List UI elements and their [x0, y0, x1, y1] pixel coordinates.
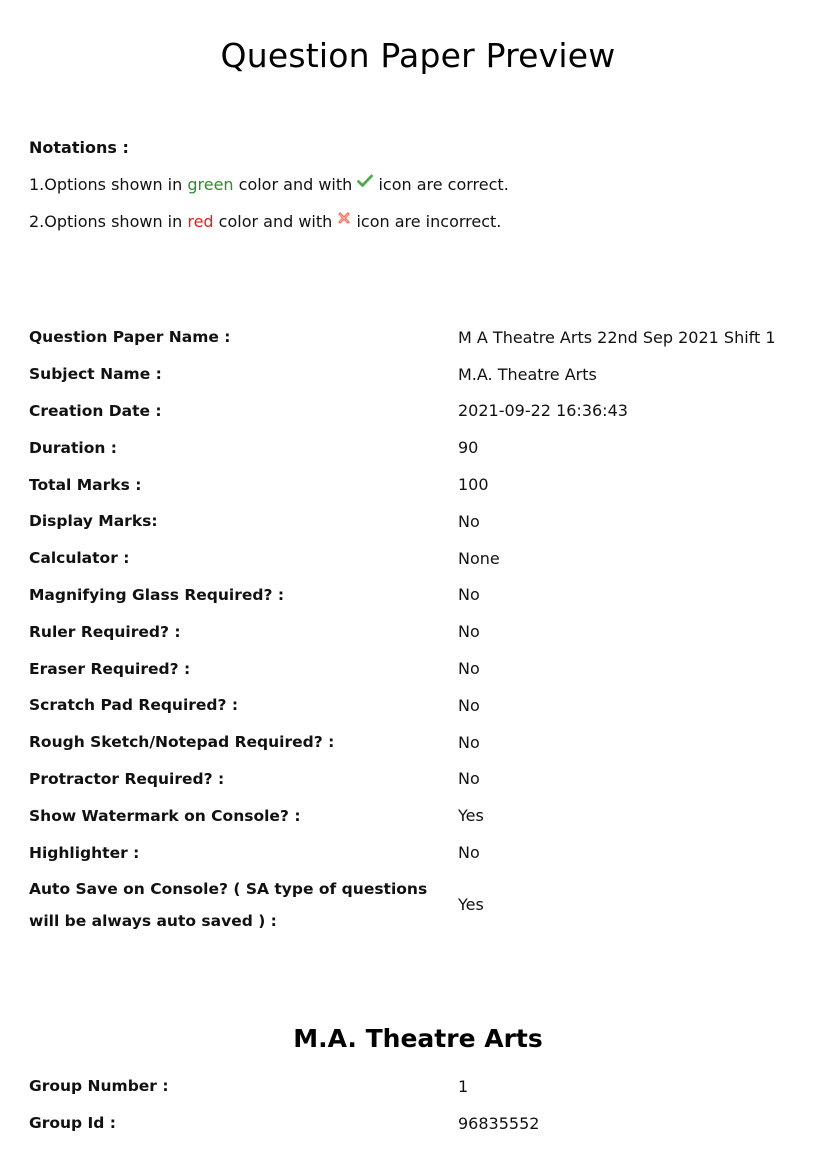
detail-row-ruler — [29, 613, 809, 650]
detail-row-watermark — [29, 797, 809, 834]
detail-row-auto-save — [29, 873, 809, 937]
detail-row-rough-sketch — [29, 724, 809, 761]
detail-label: Calculator : — [29, 549, 130, 568]
detail-row-subject-name — [29, 356, 809, 393]
group-label: Group Number : — [29, 1077, 169, 1096]
notation-text: color and with — [233, 175, 358, 194]
detail-label: Subject Name : — [29, 365, 162, 384]
detail-label: Show Watermark on Console? : — [29, 806, 301, 825]
group-label: Group Id : — [29, 1114, 116, 1133]
detail-label: Protractor Required? : — [29, 769, 225, 788]
detail-label: Duration : — [29, 438, 118, 457]
notation-text: color and with — [213, 212, 338, 231]
notations-heading: Notations : — [29, 138, 129, 157]
detail-label: Highlighter : — [29, 843, 140, 862]
color-word-green: green — [187, 175, 234, 194]
detail-value: No — [458, 659, 480, 679]
cross-icon — [337, 208, 351, 232]
check-icon — [357, 171, 373, 195]
notation-incorrect — [29, 210, 509, 247]
detail-row-highlighter — [29, 834, 809, 871]
detail-row-protractor — [29, 761, 809, 798]
detail-value: Yes — [458, 806, 484, 826]
color-word-red: red — [187, 212, 214, 231]
detail-value: None — [458, 548, 500, 568]
paper-details-table — [29, 319, 809, 937]
notation-text: 1.Options shown in — [29, 175, 188, 194]
group-details-table — [29, 1068, 809, 1142]
detail-row-scratch-pad — [29, 687, 809, 724]
detail-label: Total Marks : — [29, 475, 142, 494]
detail-value: No — [458, 622, 480, 642]
detail-row-magnifying-glass — [29, 577, 809, 614]
detail-row-display-marks — [29, 503, 809, 540]
detail-row-total-marks — [29, 466, 809, 503]
detail-label: Rough Sketch/Notepad Required? : — [29, 733, 335, 752]
detail-row-creation-date — [29, 393, 809, 430]
detail-label: Scratch Pad Required? : — [29, 696, 239, 715]
detail-label: Question Paper Name : — [29, 328, 231, 347]
detail-value: 2021-09-22 16:36:43 — [458, 401, 628, 421]
detail-label: Creation Date : — [29, 401, 162, 420]
notation-text: 2.Options shown in — [29, 212, 188, 231]
detail-value: Yes — [458, 895, 484, 915]
detail-value: 90 — [458, 438, 479, 458]
detail-value: 100 — [458, 475, 489, 495]
detail-label: Display Marks: — [29, 512, 158, 531]
detail-value: No — [458, 695, 480, 715]
detail-row-calculator — [29, 540, 809, 577]
notation-correct — [29, 173, 509, 210]
detail-label: Magnifying Glass Required? : — [29, 585, 285, 604]
page-title: Question Paper Preview — [220, 36, 616, 75]
group-row-number — [29, 1068, 809, 1105]
notations-block — [29, 136, 509, 247]
detail-value: M.A. Theatre Arts — [458, 364, 597, 384]
detail-row-paper-name — [29, 319, 809, 356]
detail-value: No — [458, 769, 480, 789]
detail-label: Eraser Required? : — [29, 659, 191, 678]
detail-value: No — [458, 511, 480, 531]
section-title: M.A. Theatre Arts — [293, 1024, 543, 1053]
group-row-id — [29, 1105, 809, 1142]
detail-label: Auto Save on Console? ( SA type of questions will be always auto saved ) : — [29, 879, 428, 930]
detail-value: No — [458, 585, 480, 605]
detail-row-eraser — [29, 650, 809, 687]
detail-row-duration — [29, 429, 809, 466]
detail-value: No — [458, 843, 480, 863]
notation-text: icon are correct. — [373, 175, 509, 194]
group-value: 96835552 — [458, 1113, 540, 1133]
detail-value: M A Theatre Arts 22nd Sep 2021 Shift 1 — [458, 327, 776, 347]
notation-text: icon are incorrect. — [351, 212, 502, 231]
detail-value: No — [458, 732, 480, 752]
group-value: 1 — [458, 1076, 469, 1096]
detail-label: Ruler Required? : — [29, 622, 181, 641]
